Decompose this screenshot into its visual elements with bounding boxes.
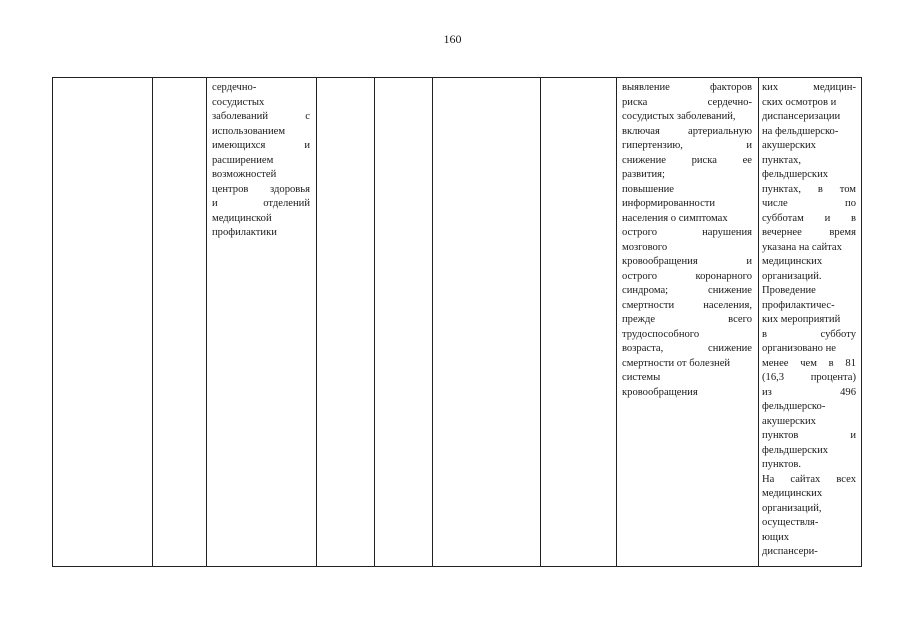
cell-word: гипертензию, [622,140,683,151]
cell-word: том [839,183,856,195]
cell-word: пунктах, [762,183,802,195]
cell-word: медицин- [813,82,856,93]
cell-text-line: пунктах, [762,154,802,166]
cell-word: сердечно- [707,96,752,108]
cell-text-line: ких мероприятий [762,314,841,325]
cell-text-line [622,81,752,96]
cell-text-line: населения о симптомах [622,212,728,224]
cell-word: чем [800,357,817,369]
cell-word: включая [622,125,660,137]
cell-text-line [622,299,752,314]
cell-text-line: осуществля- [762,517,819,528]
cell-text-line: указана на сайтах [762,241,842,253]
cell-text-line: развития; [622,169,665,180]
cell-word: в [817,183,823,195]
cell-text-line: системы [622,372,661,383]
cell-word: острого [622,227,657,238]
cell-text-line: фельдшерских [762,169,829,180]
cell-word: снижение [622,154,666,166]
cell-word: острого [622,270,657,282]
cell-word: с [305,111,310,122]
cell-word: в [850,212,856,224]
cell-text-line: диспансери- [762,546,818,557]
cell-text-line: пунктов. [762,459,802,470]
cell-text-line [622,226,752,241]
cell-text-line [622,270,752,285]
cell-column-9 [762,81,856,560]
cell-text-line [762,212,856,227]
cell-word: менее [762,357,789,369]
cell-text-line: трудоспособного [622,328,700,340]
cell-word: риска [622,96,648,108]
column-divider [374,78,375,566]
cell-word: числе [762,198,788,209]
cell-text-line: использованием [212,125,286,137]
cell-word: прежде [622,314,656,325]
cell-text-line [762,357,856,372]
column-divider [758,78,759,566]
cell-word: возраста, [622,343,664,354]
cell-word: сайтах [790,473,821,485]
cell-text-line: повышение [622,183,674,195]
cell-text-line [622,96,752,111]
cell-text-line: Проведение [762,285,816,296]
cell-word: риска [691,154,717,166]
cell-word: в [762,328,768,340]
cell-word: и [850,430,856,441]
cell-word: субботу [820,328,856,340]
cell-text-line [622,154,752,169]
cell-word: факторов [710,82,752,93]
cell-text-line [622,342,752,357]
cell-word: 81 [845,357,856,369]
column-divider [152,78,153,566]
cell-word: населения, [703,299,752,311]
cell-text-line [762,81,856,96]
cell-word: снижение [708,343,752,354]
cell-word: выявление [622,82,670,93]
cell-word: и [746,256,752,267]
cell-word: На [762,473,775,485]
column-divider [540,78,541,566]
cell-text-line: информированности [622,198,716,209]
cell-text-line [762,473,856,488]
cell-text-line: фельдшерских [762,444,829,456]
cell-word: в [828,357,834,369]
cell-word: и [746,140,752,151]
cell-text-line [212,110,310,125]
cell-text-line: медицинских [762,488,823,499]
cell-text-line [762,183,856,198]
cell-text-line [762,386,856,401]
cell-text-line: организовано не [762,343,836,354]
cell-word: по [845,198,856,209]
cell-text-line [212,197,310,212]
cell-word: кровообращения [622,256,698,267]
cell-text-line: диспансеризации [762,111,841,122]
document-table [52,77,862,567]
cell-text-line: сосудистых [212,96,265,108]
cell-word: синдрома; [622,285,669,296]
cell-text-line: кровообращения [622,386,698,398]
cell-word: ких [762,82,779,93]
cell-text-line: профилактики [212,227,277,238]
cell-word: заболеваний [212,111,268,122]
cell-word: имеющихся [212,140,266,151]
cell-word: вечернее [762,227,802,238]
cell-text-line: организаций, [762,502,822,514]
cell-word: нарушения [702,227,752,238]
cell-text-line: расширением [212,154,274,166]
cell-text-line: возможностей [212,169,277,180]
cell-text-line: сердечно- [212,82,257,93]
cell-word: центров [212,183,249,195]
cell-word: пунктов [762,430,799,441]
cell-text-line [212,139,310,154]
cell-word: коронарного [695,270,752,282]
cell-word: отделений [263,198,310,209]
cell-text-line: медицинской [212,212,272,224]
cell-text-line: сосудистых заболеваний, [622,111,736,122]
cell-text-line: фельдшерско- [762,401,826,412]
cell-text-line: мозгового [622,241,668,253]
column-divider [316,78,317,566]
cell-word: из [762,386,772,398]
cell-word: (16,3 [762,372,785,383]
cell-text-line [762,197,856,212]
cell-word: и [212,198,218,209]
cell-text-line: медицинских [762,256,823,267]
cell-word: ее [742,154,752,166]
cell-text-line: акушерских [762,415,816,427]
cell-text-line: акушерских [762,140,816,151]
cell-word: процента) [810,372,856,383]
cell-word: артериальную [688,125,752,137]
column-divider [206,78,207,566]
column-divider [616,78,617,566]
column-divider [432,78,433,566]
cell-text-line: смертности от болезней [622,357,731,369]
cell-word: всех [836,473,856,485]
cell-text-line [622,255,752,270]
cell-word: смертности [622,299,675,311]
cell-text-line [212,183,310,198]
cell-column-3 [212,81,310,241]
cell-word: и [824,212,831,224]
cell-text-line [762,226,856,241]
cell-word: всего [728,314,752,325]
cell-word: снижение [708,285,752,296]
cell-word: субботам [762,212,804,224]
page-number: 160 [443,32,462,46]
cell-text-line [762,429,856,444]
cell-text-line [622,139,752,154]
cell-text-line [622,313,752,328]
cell-text-line: ских осмотров и [762,96,837,108]
cell-column-8 [622,81,752,400]
cell-word: и [304,140,310,151]
cell-word: здоровья [270,183,310,195]
cell-text-line [622,125,752,140]
cell-text-line: профилактичес- [762,299,835,311]
cell-text-line [762,328,856,343]
cell-text-line: организаций. [762,270,822,282]
cell-text-line: ющих [762,531,790,543]
cell-text-line [762,371,856,386]
cell-text-line: на фельдшерско- [762,125,839,137]
cell-text-line [622,284,752,299]
cell-word: 496 [840,386,856,398]
cell-word: время [829,227,856,238]
